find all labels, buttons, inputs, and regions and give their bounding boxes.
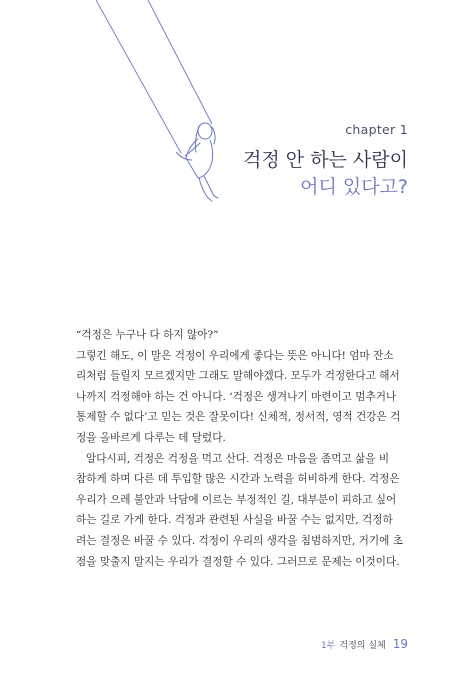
swing-illustration xyxy=(0,0,470,240)
girl-figure xyxy=(185,123,218,201)
swing-rope-right xyxy=(148,0,212,124)
body-paragraph-line: 정을 올바르게 다루는 데 달렸다. xyxy=(76,431,226,444)
page-footer xyxy=(321,637,408,651)
body-paragraph-line: 나까지 걱정해야 하는 건 아니다. ‘걱정은 생겨나기 마련이고 멈추거나 xyxy=(76,390,397,403)
body-paragraph-line: 점을 맞출지 말지는 우리가 결정할 수 있다. 그러므로 문제는 이것이다. xyxy=(76,555,400,568)
body-paragraph-line: 하는 길로 가게 한다. 걱정과 관련된 사실을 바꿀 수는 없지만, 걱정하 xyxy=(76,514,393,527)
body-paragraph-line: 통제할 수 없다’고 믿는 것은 잘못이다! 신체적, 정서적, 영적 건강은 걱 xyxy=(76,411,401,424)
page-number: 19 xyxy=(392,637,408,651)
body-paragraph-line: 려는 결정은 바꿀 수 있다. 걱정이 우리의 생각을 침범하지만, 거기에 초 xyxy=(76,534,403,547)
chapter-title-line-1: 걱정 안 하는 사람이 xyxy=(243,149,408,171)
body-paragraph-line: 알다시피, 걱정은 걱정을 먹고 산다. 걱정은 마음을 좀먹고 삶을 비 xyxy=(86,452,390,465)
footer-part-label: 1부 xyxy=(320,641,336,651)
body-paragraph-line: 우리가 으레 불안과 낙담에 이르는 부정적인 길, 대부분이 피하고 싶어 xyxy=(76,493,397,506)
body-paragraph-line: 참하게 하며 다른 데 투입할 많은 시간과 노력을 허비하게 한다. 걱정은 xyxy=(76,473,400,486)
body-paragraph-line: 그렇긴 해도, 이 말은 걱정이 우리에게 좋다는 뜻은 아니다! 엄마 잔소 xyxy=(76,349,394,362)
swing-seat xyxy=(176,152,192,160)
chapter-title-line-2: 어디 있다고? xyxy=(300,176,408,198)
body-paragraph-line: “걱정은 누구나 다 하지 않아?” xyxy=(76,329,219,341)
footer-section-title: 걱정의 실체 xyxy=(339,641,386,651)
body-paragraph-line: 리처럼 들릴지 모르겠지만 그래도 말해야겠다. 모두가 걱정한다고 해서 xyxy=(76,370,400,383)
swing-rope-left xyxy=(96,0,181,153)
body-text xyxy=(76,325,408,572)
chapter-label: chapter 1 xyxy=(345,122,408,137)
